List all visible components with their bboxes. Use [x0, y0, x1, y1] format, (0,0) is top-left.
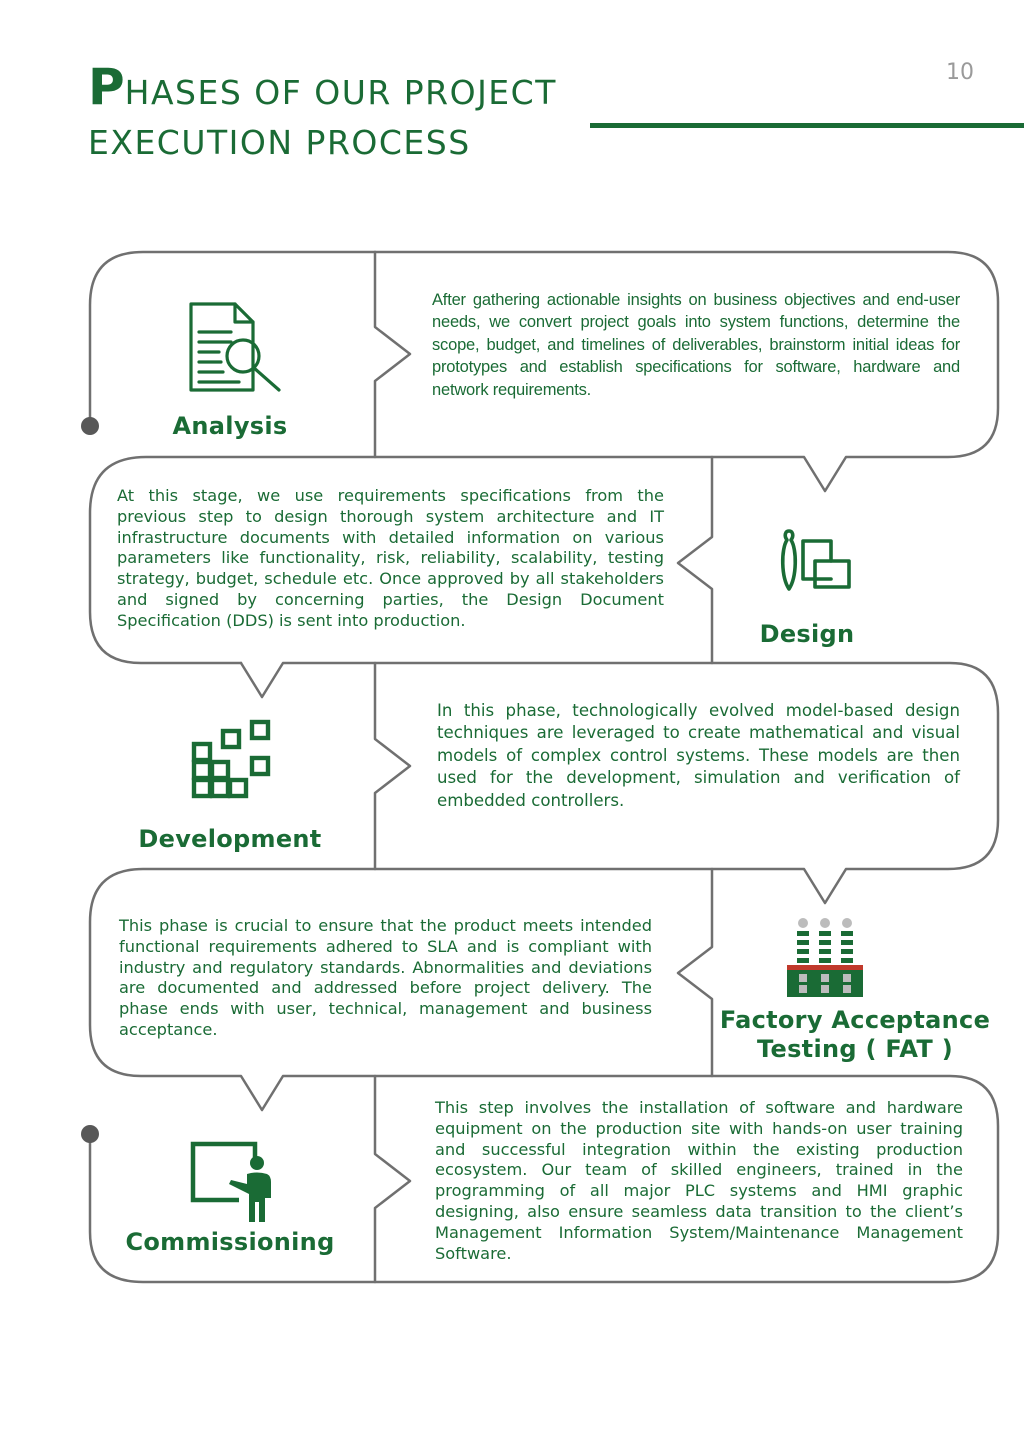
presenter-board-icon — [189, 1140, 277, 1224]
phase-label-analysis: Analysis — [172, 412, 288, 440]
divider-commissioning — [375, 1076, 410, 1282]
phase-label-fat-line-1: Factory Acceptance — [719, 1006, 991, 1034]
divider-fat — [678, 869, 712, 1076]
phase-description-design: At this stage, we use requirements specifications from the previous step to design thorough system architecture and IT infrastructure documents with detailed information on various parameters like functionality, risk, reliability, scalability, testing strategy, budget, schedule etc. Once approved by all stakeholders and signed by concerning parties, the Design Document Specification (DDS) is sent into production. — [117, 486, 664, 630]
phase-label-development: Development — [138, 825, 322, 853]
divider-development — [375, 663, 410, 869]
phase-label-commissioning: Commissioning — [125, 1228, 335, 1256]
phase-label-fat — [712, 1006, 998, 1064]
phase-description-development: In this phase, technologically evolved model-based design techniques are leveraged to create mathematical and visual models of complex control systems. These models are then used for the development, simulation and verification of embedded controllers. — [437, 701, 960, 810]
title-line-2: EXECUTION PROCESS — [88, 123, 471, 162]
brush-canvas-icon — [775, 527, 855, 593]
title-initial: P — [88, 58, 125, 116]
building-blocks-icon — [190, 718, 276, 802]
title-rest: HASES OF OUR PROJECT — [124, 73, 557, 112]
factory-icon — [785, 915, 865, 999]
phase-label-design: Design — [759, 620, 855, 648]
phase-description-analysis: After gathering actionable insights on business objectives and end-user needs, we convert project goals into system functions, determine the scope, budget, and timelines of deliverables, brainstorm initial ideas for prototypes and establish specifications for software, hardware and network requirements. — [432, 291, 960, 399]
phase-description-commissioning: This step involves the installation of software and hardware equipment on the production site with hands-on user training and successful integration within the existing production ecosystem. Our team of skilled engineers, trained in the programming of all major PLC systems and HMI graphic designing, also ensure seamless data transition to the client’s Management Information System/Maintenance Management Software. — [435, 1098, 963, 1263]
flow-end-dot — [81, 1125, 99, 1143]
divider-design — [678, 457, 712, 663]
document-search-icon — [185, 302, 285, 396]
divider-analysis — [375, 252, 410, 457]
flow-start-dot — [81, 417, 99, 435]
phase-description-fat: This phase is crucial to ensure that the product meets intended functional requirements adhered to SLA and is compliant with industry and regulatory standards. Abnormalities and deviations are documented and addressed before project delivery. The phase ends with user, technical, management and business acceptance. — [119, 916, 652, 1039]
phase-label-fat-line-2: Testing ( FAT ) — [757, 1035, 953, 1063]
page-number: 10 — [946, 60, 974, 85]
